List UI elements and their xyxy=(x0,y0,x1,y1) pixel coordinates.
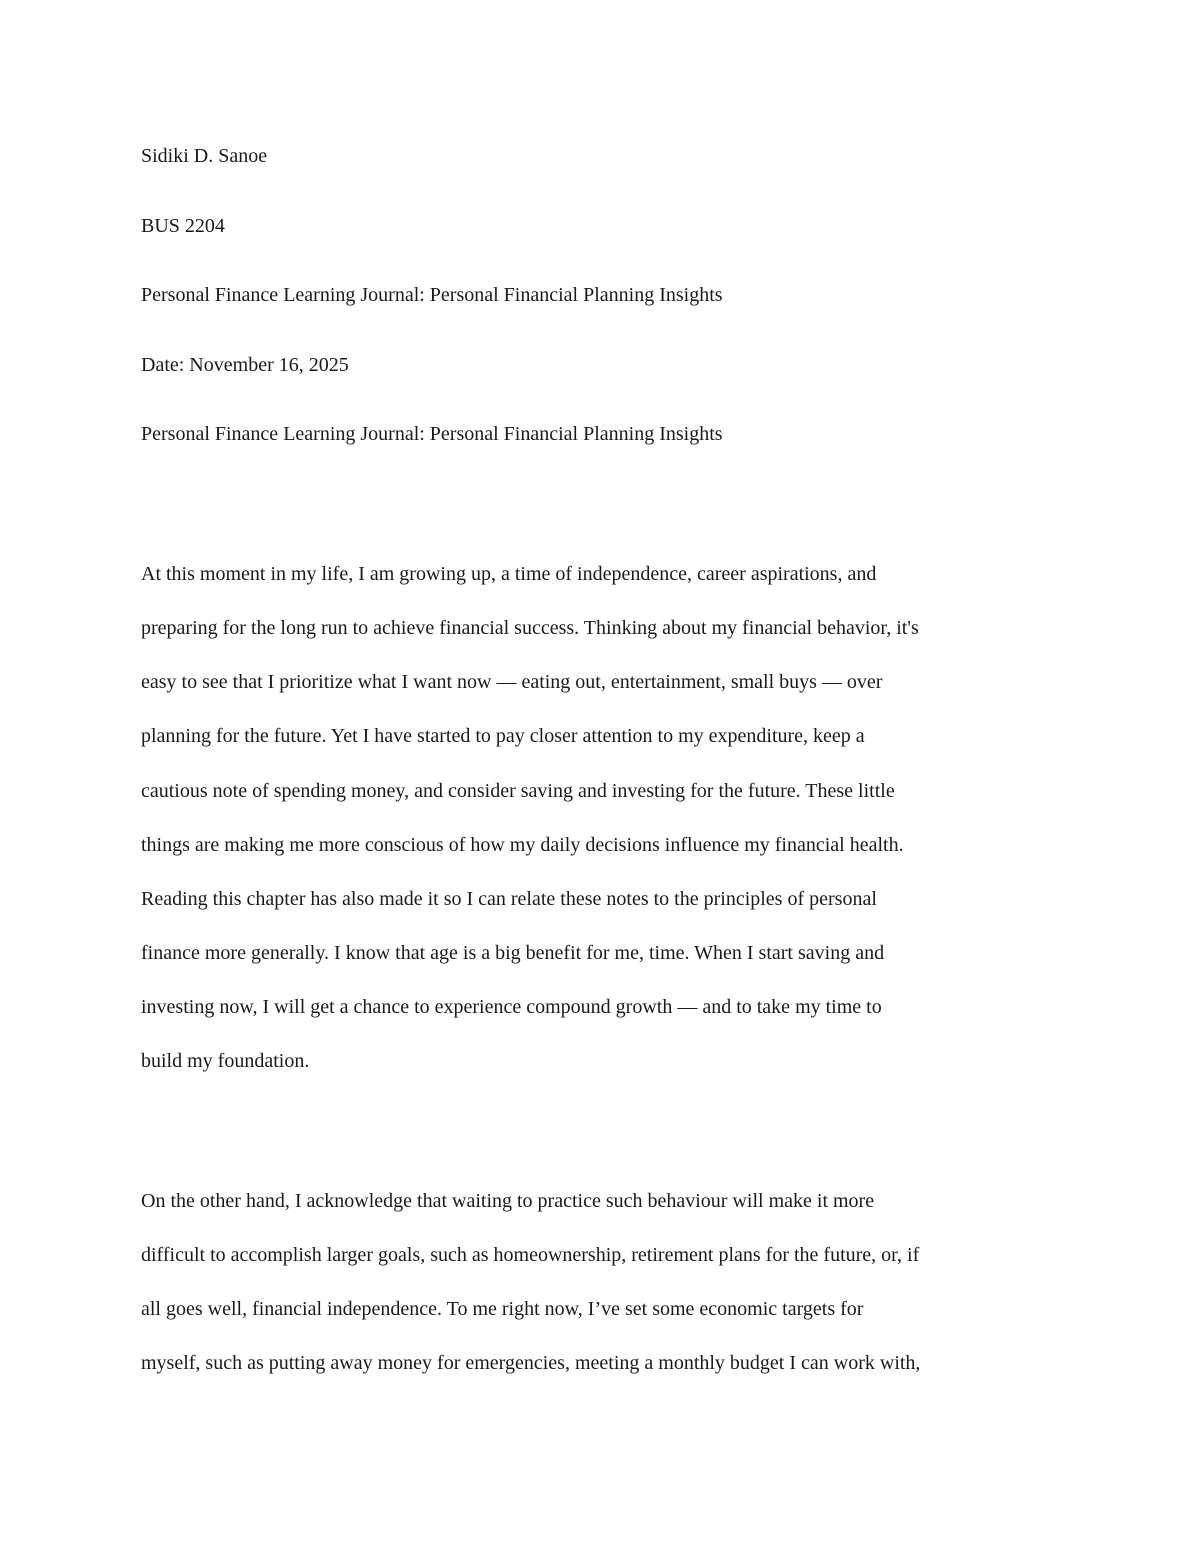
document-date: Date: November 16, 2025 xyxy=(141,354,349,376)
paragraph-line: easy to see that I prioritize what I want now — eating out, entertainment, small buys — over xyxy=(141,671,883,693)
essay-title: Personal Finance Learning Journal: Personal Financial Planning Insights xyxy=(141,423,723,445)
paragraph-line: finance more generally. I know that age is a big benefit for me, time. When I start saving and xyxy=(141,942,885,964)
paragraph-line: On the other hand, I acknowledge that waiting to practice such behaviour will make it more xyxy=(141,1190,875,1212)
paragraph-line: all goes well, financial independence. To me right now, I’ve set some economic targets for xyxy=(141,1298,864,1320)
paragraph-line: planning for the future. Yet I have started to pay closer attention to my expenditure, keep a xyxy=(141,725,865,747)
course-code: BUS 2204 xyxy=(141,215,225,237)
paragraph-line: myself, such as putting away money for emergencies, meeting a monthly budget I can work with, xyxy=(141,1352,921,1374)
paragraph-line: cautious note of spending money, and consider saving and investing for the future. These little xyxy=(141,780,895,802)
assignment-title: Personal Finance Learning Journal: Personal Financial Planning Insights xyxy=(141,284,723,306)
author-name: Sidiki D. Sanoe xyxy=(141,145,268,167)
paragraph-line: things are making me more conscious of how my daily decisions influence my financial health. xyxy=(141,834,904,856)
paragraph-line: investing now, I will get a chance to experience compound growth — and to take my time to xyxy=(141,996,882,1018)
paragraph-line: preparing for the long run to achieve financial success. Thinking about my financial behavior, it's xyxy=(141,617,919,639)
paragraph-line: difficult to accomplish larger goals, such as homeownership, retirement plans for the future, or, if xyxy=(141,1244,920,1266)
paragraph-line: build my foundation. xyxy=(141,1050,310,1072)
paragraph-line: At this moment in my life, I am growing up, a time of independence, career aspirations, and xyxy=(141,563,877,585)
paragraph-line: Reading this chapter has also made it so I can relate these notes to the principles of personal xyxy=(141,888,877,910)
